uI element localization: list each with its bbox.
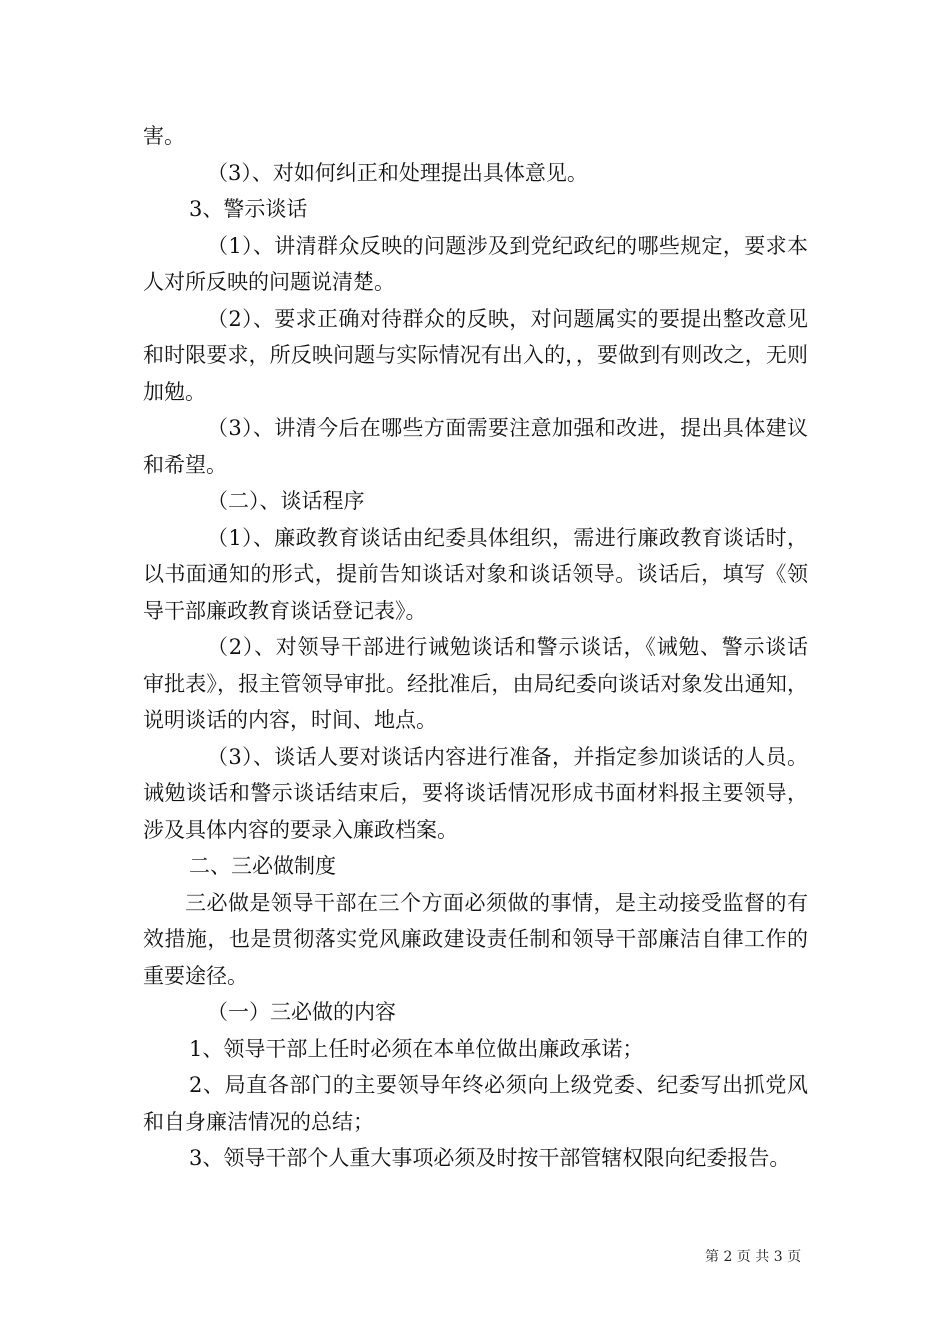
page-number-footer: 第 2 页 共 3 页	[705, 1249, 802, 1265]
paragraph: （一）三必做的内容	[207, 1000, 396, 1024]
paragraph: 三必做是领导干部在三个方面必须做的事情，是主动接受监督的有效措施，也是贯彻落实党风廉政建设责任制和领导干部廉洁自律工作的重要途径。	[143, 890, 808, 988]
paragraph: （3）、谈话人要对谈话内容进行准备，并指定参加谈话的人员。诫勉谈话和警示谈话结束后，要将谈话情况形成书面材料报主要领导，涉及具体内容的要录入廉政档案。	[143, 744, 808, 842]
paragraph: （1）、讲清群众反映的问题涉及到党纪政纪的哪些规定，要求本人对所反映的问题说清楚。	[143, 233, 808, 294]
paragraph: 3、领导干部个人重大事项必须及时按干部管辖权限向纪委报告。	[189, 1146, 791, 1170]
paragraph: 2、局直各部门的主要领导年终必须向上级党委、纪委写出抓党风和自身廉洁情况的总结；	[143, 1073, 808, 1134]
paragraph: （2）、对领导干部进行诫勉谈话和警示谈话，《诫勉、警示谈话审批表》，报主管领导审批。经批准后，由局纪委向谈话对象发出通知，说明谈话的内容，时间、地点。	[143, 635, 808, 732]
paragraph: 1、领导干部上任时必须在本单位做出廉政承诺；	[189, 1036, 644, 1061]
paragraph: 二、三必做制度	[189, 854, 336, 878]
paragraph: （1）、廉政教育谈话由纪委具体组织，需进行廉政教育谈话时，以书面通知的形式，提前告知谈话对象和谈话领导。谈话后，填写《领导干部廉政教育谈话登记表》。	[143, 525, 808, 623]
document-body	[143, 118, 808, 1177]
paragraph: （二）、谈话程序	[207, 489, 365, 513]
paragraph: （3）、讲清今后在哪些方面需要注意加强和改进，提出具体建议和希望。	[143, 416, 808, 477]
paragraph: （3）、对如何纠正和处理提出具体意见。	[207, 160, 588, 185]
paragraph: 3、警示谈话	[189, 197, 308, 221]
paragraph: （2）、要求正确对待群众的反映，对问题属实的要提出整改意见和时限要求，所反映问题与实际情况有出入的，，要做到有则改之，无则加勉。	[143, 306, 808, 404]
paragraph: 害。	[143, 124, 185, 148]
